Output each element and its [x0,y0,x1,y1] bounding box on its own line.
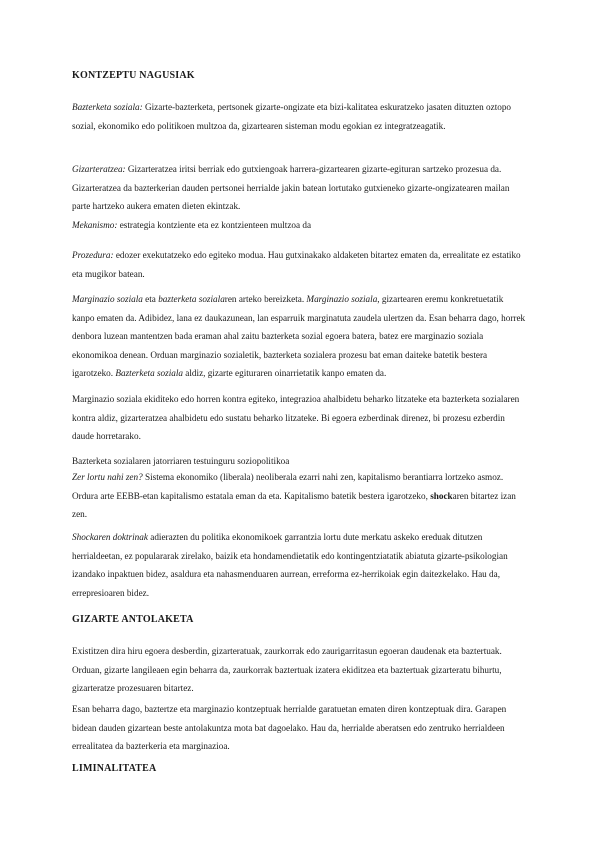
text-fragment: ren arteko bereizketa. [224,294,307,304]
term-shockaren-doktrina: Shockaren doktrinak [72,532,148,542]
heading-liminalitatea: LIMINALITATEA [72,763,157,774]
bold-shock: shock [430,490,453,501]
paragraph-prozedura [72,246,528,283]
heading-kontzeptu-nagusiak: KONTZEPTU NAGUSIAK [72,70,195,81]
definition-text: edozer exekutatzeko edo egiteko modua. Hau gutxinakako aldaketen bitartez ematen da, errealitate ez estatiko eta mugikor batean. [72,250,521,279]
definition-text: adierazten du politika ekonomikoek garrantzia lortu dute merkatu askeko ereduak ditutzen herrialdeetan, ez populararak zirelako, baizik eta hondamendietatik edo kontingentziatatik abiatuta gizarte-psikologian izandako inpaktuen bidez, asaldura eta nahasmenduaren aurrean, erreforma ez-herrikoiak egin daitezkelako. Hau da, errepresioaren bidez. [72,532,508,598]
term-bazterketa-soziala: bazterketa soziala [158,294,225,304]
term-mekanismo: Mekanismo: [72,220,118,230]
paragraph-mekanismo [72,216,528,235]
term-prozedura: Prozedura: [72,250,114,260]
term-gizarteratzea: Gizarteratzea: [72,164,126,174]
text-fragment: Sistema ekonomiko (liberala) neoliberala ezarri nahi zen, kapitalismo berantiarra lortzeko asmoz. Ordura arte EEBB-etan kapitalismo estatala eman da eta. Kapitalismo batetik bestera igarotzeko, [72,472,504,501]
text-fragment: , gizartearen eremu konkretuetatik kanpo ematen da. Adibidez, lana ez daukazunean, lan esparruik marginatuta zaudela ulertzen da. Esan beharra dago, horrek denbora luzean mantentzen bada eraman ahal zaitu bazterketa sozial egoera batera, batez ere marginazio soziala ekonomikoa denean. Orduan marginazio sozialetik, bazterketa sozialera prozesu bat eman daiteke batetik bestera igarotzeko. [72,294,526,379]
text-fragment: eta [142,294,159,304]
paragraph-kontzeptuak: Esan beharra dago, baztertze eta marginazio kontzeptuak herrialde garatuetan ematen diren kontzeptuak dira. Garapen bidean dauden gizartean beste antolakuntza mota bat dagoelako. Hau da, herrialde aberatsen edo zentruko herrialdeen errealitatea da bazterkeria eta marginazioa. [72,704,507,752]
definition-text: estrategia kontziente eta ez kontzienteen multzoa da [117,220,312,230]
paragraph-zer-lortu [72,468,528,524]
term-bazterketa-soziala: Bazterketa soziala [115,368,183,379]
term-zer-lortu: Zer lortu nahi zen? [72,472,143,482]
text-fragment: aren bitartez izan zen. [72,490,516,520]
paragraph-gizarteratzea [72,160,528,216]
term-marginazio-soziala: Marginazio soziala [306,294,378,304]
text-fragment: aldiz, gizarte egituraren oinarrietatik kanpo ematen da. [183,368,387,379]
paragraph-shockaren-doktrina [72,528,528,602]
term-marginazio-soziala: Marginazio soziala [72,294,143,304]
paragraph-hiru-egoera: Existitzen dira hiru egoera desberdin, gizarteratuak, zaurkorrak edo zaurigarritasun egoeran daudenak eta baztertuak. Orduan, gizarte langileaen egin beharra da, zaurkorrak baztertuak izatera ekiditzea eta baztertuak gizarteratu bihurtu, gizarteratze prozesuaren bitartez. [72,646,502,694]
definition-text: Gizarte-bazterketa, pertsonek gizarte-ongizate eta bizi-kalitatea eskuratzeko jasaten dituzten oztopo sozial, ekonomiko edo politikoen multzoa da, gizartearen sisteman modu egokian ez integratzeagatik. [72,102,512,131]
heading-gizarte-antolaketa: GIZARTE ANTOLAKETA [72,614,194,625]
paragraph-marginazio-soziala [72,290,528,383]
paragraph-bazterketa-soziala [72,98,528,135]
term-bazterketa-soziala: Bazterketa soziala: [72,102,143,112]
definition-text: Gizarteratzea iritsi berriak edo gutxiengoak harrera-gizartearen gizarte-egituran sartzeko prozesua da. Gizarteratzea da bazterkerian dauden pertsonei herrialde jakin batean lortutako gutxieneko gizarte-ongizatearen mailan parte hartzeko aukera ematen dieten ekintzak. [72,164,510,212]
paragraph-testuingurua-title: Bazterketa sozialaren jatorriaren testuinguru soziopolitikoa [72,456,290,466]
paragraph-integrazioa: Marginazio soziala ekiditeko edo horren kontra egiteko, integrazioa ahalbidetu beharko litzateke eta bazterketa sozialaren kontra aldiz, gizarteratzea ahalbidetu edo sustatu beharko litzateke. Bi egoera ezberdinak direnez, bi prozesu ezberdin daude horretarako. [72,394,520,442]
